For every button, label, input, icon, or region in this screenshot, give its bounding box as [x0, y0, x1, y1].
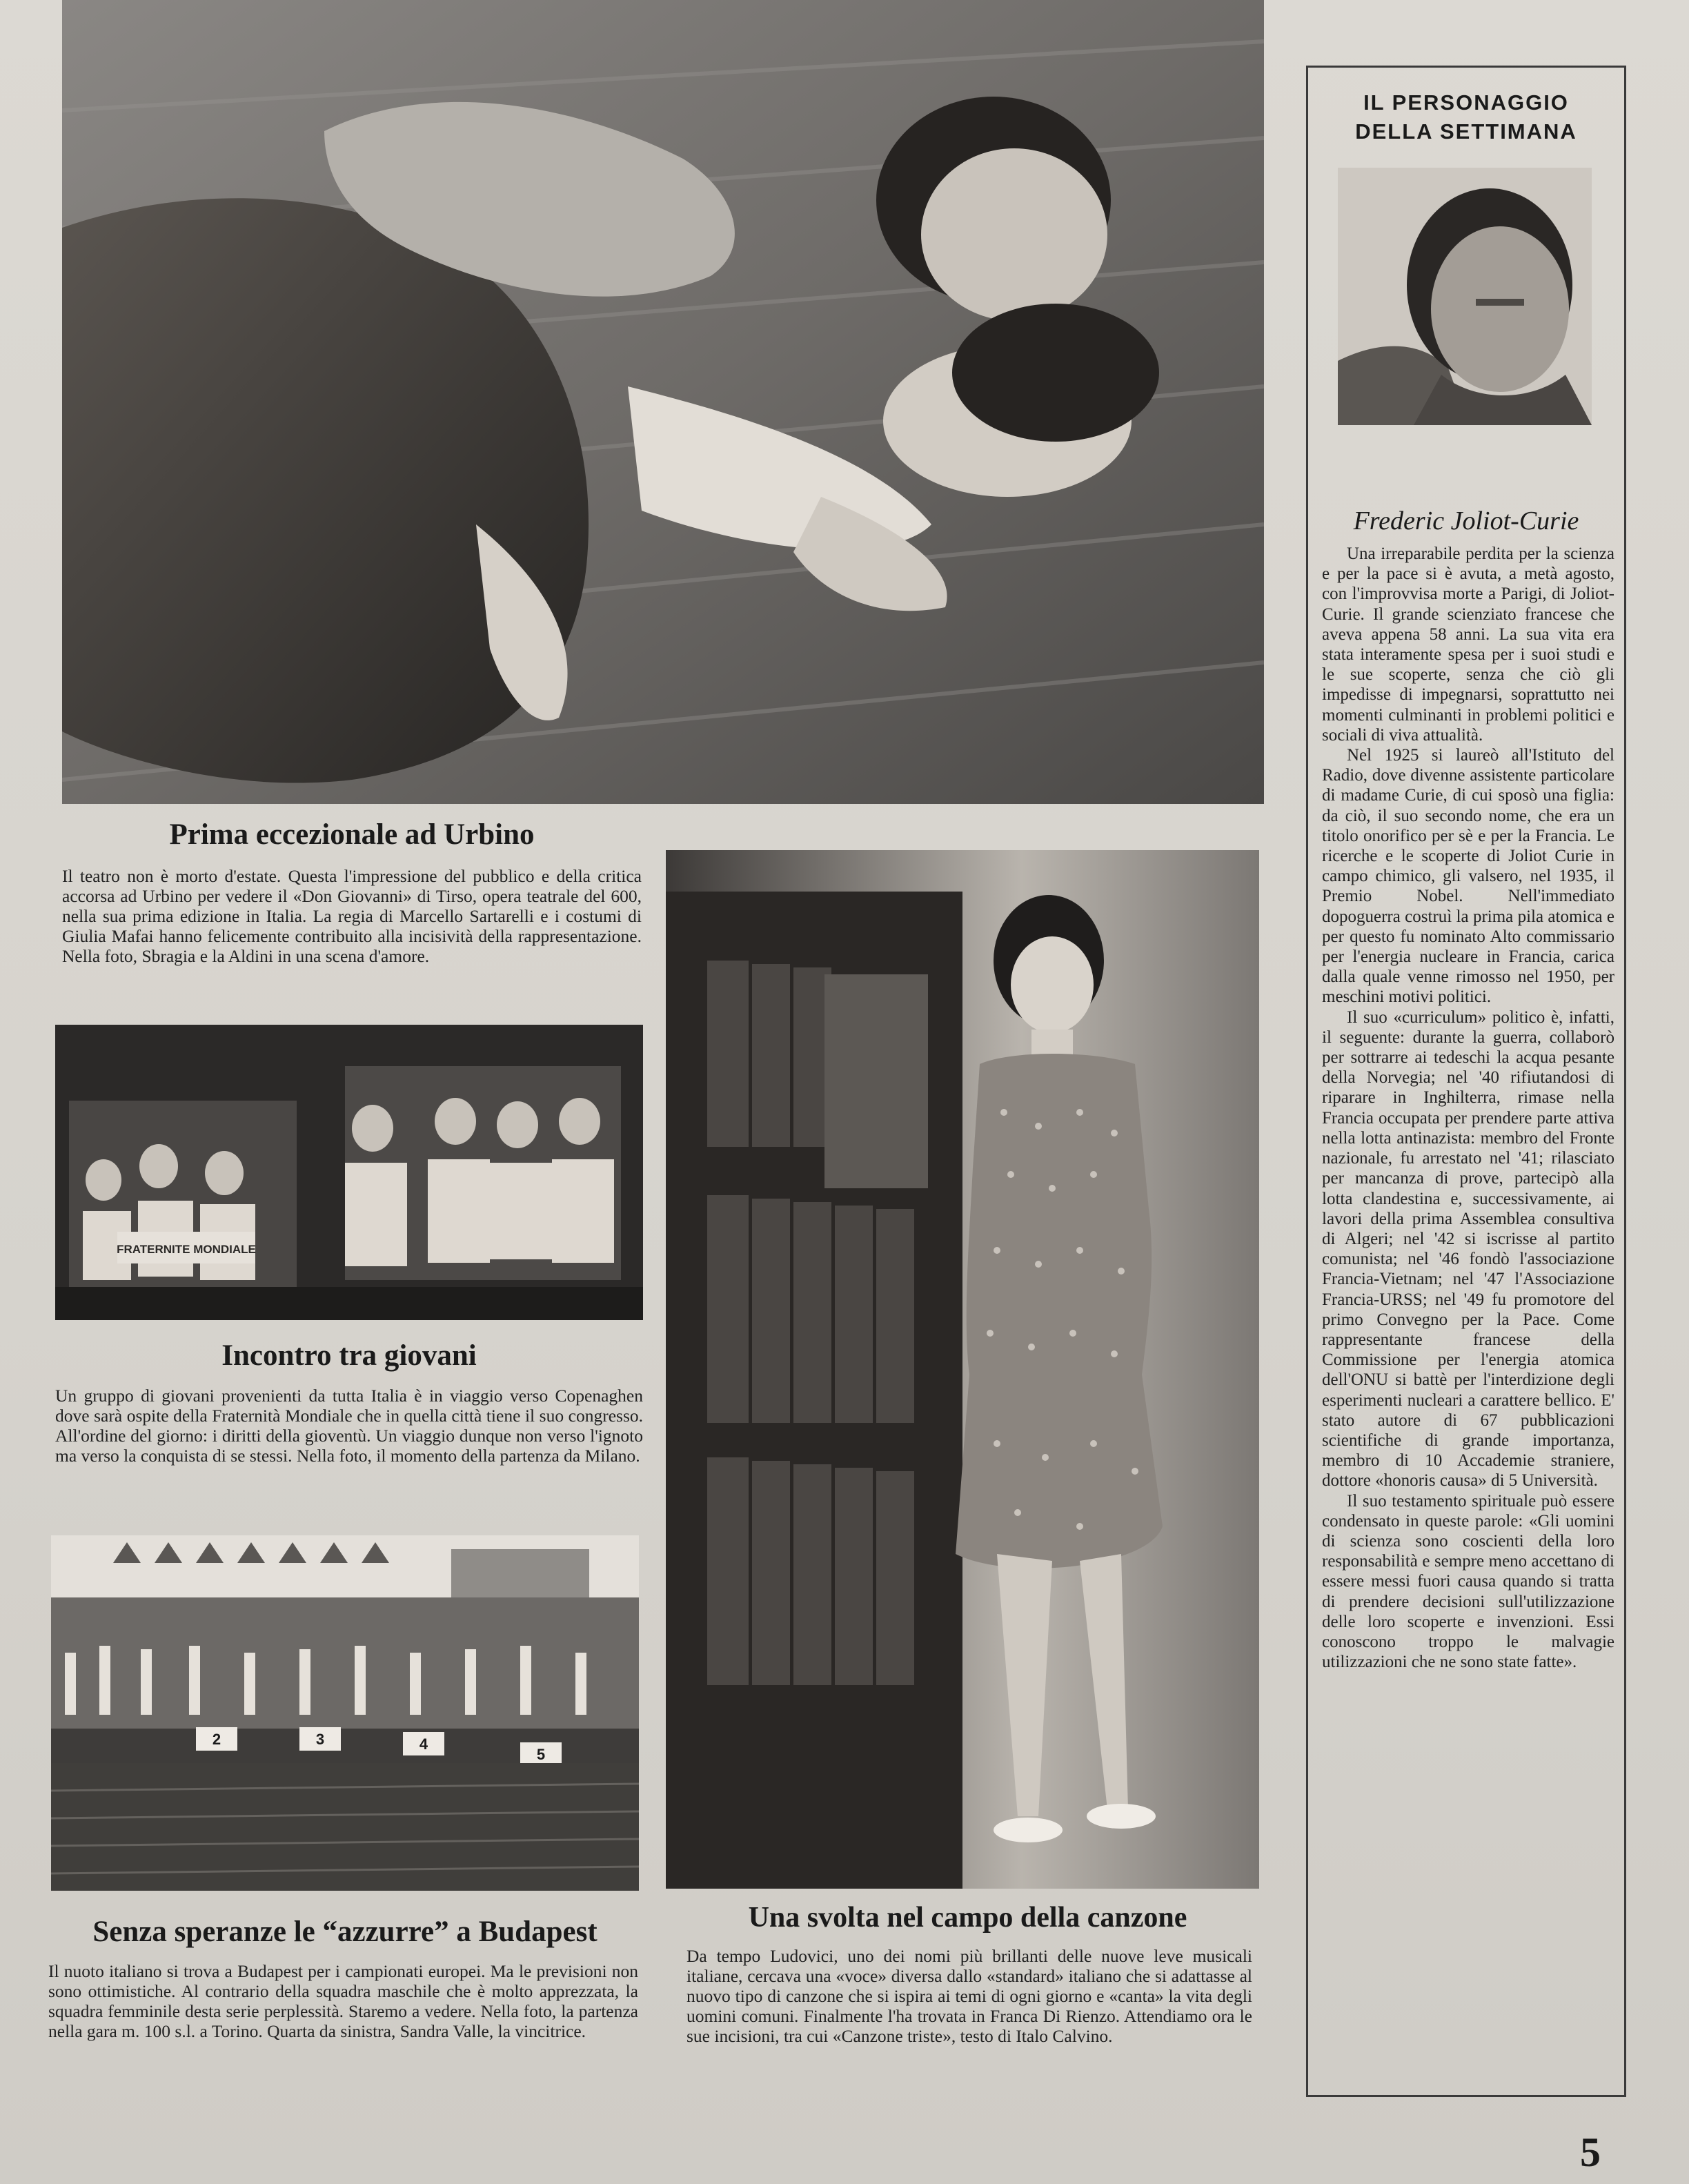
joliot-curie-portrait-image: [1338, 168, 1592, 425]
article-incontro: Un gruppo di giovani provenienti da tutta Italia è in viaggio verso Copenaghen dove sarà ospite della Fraternità Mondiale che in quella città tiene il suo congresso. All'ordine del giorno: i diritti della gioventù. Un viaggio dunque non verso l'ignoto ma verso la conquista di se stessi. Nella foto, il momento della partenza da Milano.: [55, 1386, 643, 1466]
page-number: 5: [1580, 2129, 1601, 2175]
lane-number-2: 2: [212, 1731, 221, 1748]
photo-singer-bookshelf: [666, 850, 1259, 1889]
singer-bookshelf-image: [666, 850, 1259, 1889]
article-budapest: Il nuoto italiano si trova a Budapest per i campionati europei. Ma le previsioni non sono ottimistiche. Al contrario della squadra maschile che è molto apprezzata, la squadra femminile desta serie perplessità. Staremo a vedere. Nella foto, la partenza nella gara m. 100 s.l. a Torino. Quarta da sinistra, Sandra Valle, la vincitrice.: [48, 1961, 638, 2041]
article-canzone: Da tempo Ludovici, uno dei nomi più brillanti delle nuove leve musicali italiane, cercava una «voce» diversa dallo «standard» italiano che si adattasse al nuovo tipo di canzone che si ispira ai temi di ogni giorno e «canta» la vita degli uomini comuni. Finalmente l'ha trovata in Franca Di Rienzo. Attendiamo ora le sue incisioni, tra cui «Canzone triste», testo di Italo Calvino.: [687, 1946, 1252, 2046]
headline-budapest: Senza speranze le “azzurre” a Budapest: [92, 1916, 597, 1948]
headline-canzone: Una svolta nel campo della canzone: [748, 1902, 1187, 1934]
fraternite-banner-text: FRATERNITE MONDIALE: [117, 1243, 256, 1256]
photo-swimming-race: [51, 1535, 639, 1891]
sidebar-paragraph-4: Il suo testamento spirituale può essere condensato in queste parole: «Gli uomini di scienza sono coscienti della loro responsabilità e sempre meno accettano di essere messi fuori causa quando si tratta di prendere decisioni sull'utilizzazione delle loro scoperte e invenzioni. Essi conoscono troppo le malvagie utilizzazioni che ne sono state fatte».: [1322, 1491, 1614, 1672]
sidebar-heading-line1: IL PERSONAGGIO: [1363, 90, 1569, 115]
lane-number-3: 3: [315, 1731, 325, 1748]
portrait-caption-name: Frederic Joliot-Curie: [1353, 506, 1579, 535]
youth-train-image: [55, 1025, 643, 1320]
sidebar-article: [1322, 544, 1614, 1672]
theatre-scene-image: [62, 0, 1264, 804]
photo-youth-train: [55, 1025, 643, 1320]
lane-number-5: 5: [536, 1746, 546, 1763]
sidebar-heading-line2: DELLA SETTIMANA: [1355, 119, 1577, 144]
lane-number-4: 4: [419, 1735, 428, 1753]
headline-incontro: Incontro tra giovani: [221, 1339, 477, 1372]
sidebar-heading: [1308, 88, 1624, 146]
sidebar-paragraph-2: Nel 1925 si laureò all'Istituto del Radio, dove divenne assistente particolare di madame Curie, di cui sposò una figlia: da ciò, il suo secondo nome, che era un titolo onorifico per sè e per la Francia. Le ricerche e le scoperte di Joliot Curie in campo chimico, gli valsero, nel 1935, il Premio Nobel. Nell'immediato dopoguerra costruì la prima pila atomica e per questo fu nominato Alto commissario per l'energia nucleare in Francia, carica dalla quale venne rimosso nel 1950, per meschini motivi politici.: [1322, 746, 1614, 1007]
sidebar-paragraph-3: Il suo «curriculum» politico è, infatti, il seguente: durante la guerra, collaborò per sottrarre ai tedeschi la acqua pesante della Norvegia; nel '40 rifiutandosi di riparare in Inghilterra, rimase nella Francia occupata per prendere parte attiva nella lotta antinazista: membro del Fronte nazionale, fu arrestato nel '41; rilasciato per mancanza di prove, partecipò alla lotta clandestina e, successivamente, ai lavori della prima Assemblea consultiva di Algeri; nel '42 si iscrisse al partito comunista; nel '46 fondò l'associazione Francia-Vietnam; nel '47 l'Associazione Francia-URSS; nel '49 fu promotore del primo Convegno per la Pace. Come rappresentante francese della Commissione per l'energia atomica dell'ONU si battè per l'interdizione degli esperimenti nucleari a carattere bellico. E' stato autore di 67 pubblicazioni scientifiche di grande importanza, membro di 10 Accademie straniere, dottore «honoris causa» di 5 Università.: [1322, 1007, 1614, 1491]
photo-joliot-curie-portrait: [1338, 168, 1592, 425]
swimming-race-image: [51, 1535, 639, 1891]
sidebar-paragraph-1: Una irreparabile perdita per la scienza e per la pace si è avuta, a metà agosto, con l'improvvisa morte a Parigi, di Joliot-Curie. Il grande scienziato francese che aveva appena 58 anni. La sua vita era stata interamente spesa per i suoi studi e le sue scoperte, senza che ciò gli impedisse di impegnarsi, soprattutto nei momenti culminanti in problemi politici e sociali di viva attualità.: [1322, 544, 1614, 745]
sidebar-personaggio: [1306, 66, 1626, 2097]
article-urbino: Il teatro non è morto d'estate. Questa l'impressione del pubblico e della critica accorsa ad Urbino per vedere il «Don Giovanni» di Tirso, opera teatrale del 600, nella sua prima edizione in Italia. La regia di Marcello Sartarelli e i costumi di Giulia Mafai hanno felicemente contribuito alla incisività della rappresentazione. Nella foto, Sbragia e la Aldini in una scena d'amore.: [62, 866, 642, 966]
headline-urbino: Prima eccezionale ad Urbino: [169, 818, 535, 851]
photo-theatre-scene: [62, 0, 1264, 804]
